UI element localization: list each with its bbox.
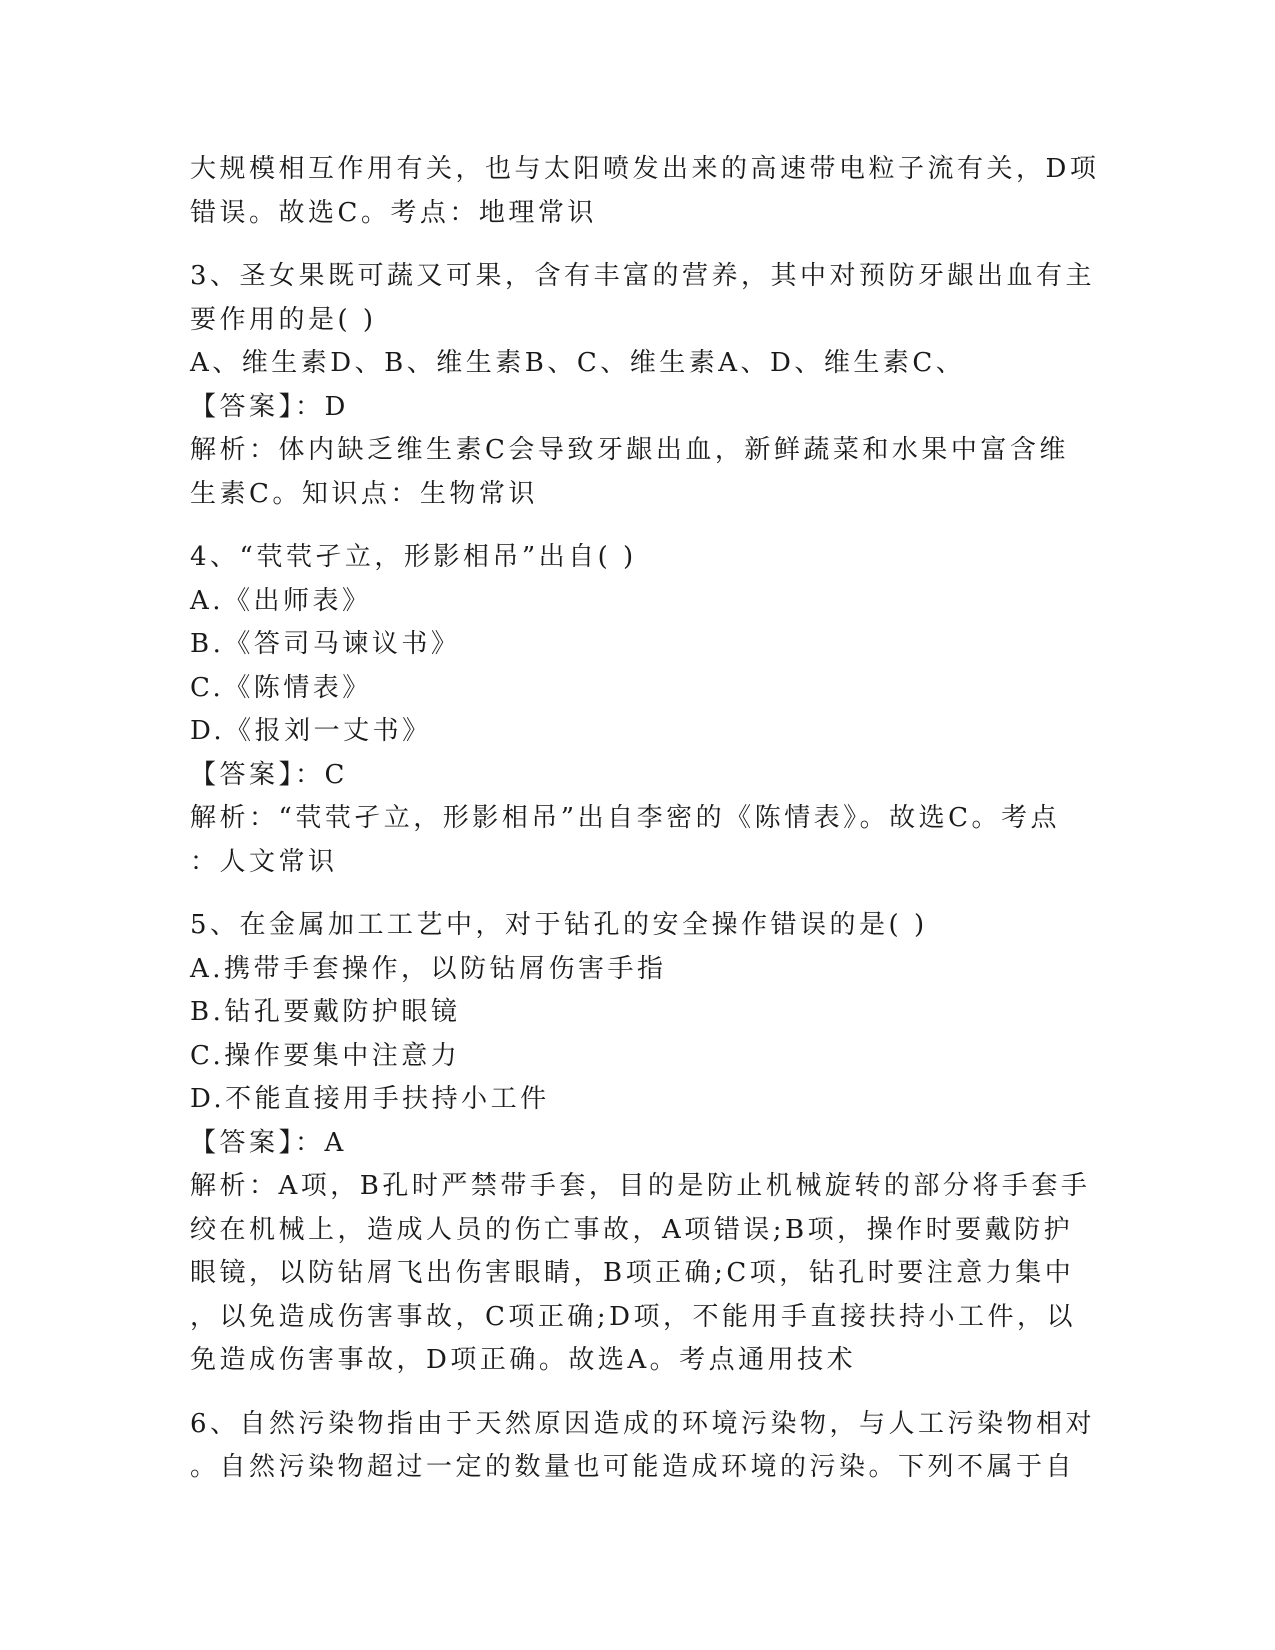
document-page <box>190 148 1100 1490</box>
question-4-stem: 4、“茕茕孑立，形影相吊”出自( ) <box>190 542 637 572</box>
question-4-option-a: A.《出师表》 <box>190 585 372 616</box>
question-3-explanation: 解析：体内缺乏维生素C会导致牙龈出血，新鲜蔬菜和水果中富含维 <box>190 435 1069 465</box>
question-5-option-c: C.操作要集中注意力 <box>190 1040 461 1071</box>
question-3-options: A、维生素D、B、维生素B、C、维生素A、D、维生素C、 <box>190 348 966 378</box>
question-5-stem: 5、在金属加工工艺中，对于钻孔的安全操作错误的是( ) <box>190 910 928 940</box>
question-5-explanation: 免造成伤害事故，D项正确。故选A。考点通用技术 <box>190 1345 857 1375</box>
question-5-explanation: 解析：A项，B孔时严禁带手套，目的是防止机械旋转的部分将手套手 <box>190 1171 1091 1201</box>
text-line: 错误。故选C。考点：地理常识 <box>190 197 597 228</box>
question-5-option-d: D.不能直接用手扶持小工件 <box>190 1084 550 1114</box>
paragraph-gap <box>190 516 1085 536</box>
question-4-explanation: 解析：“茕茕孑立，形影相吊”出自李密的《陈情表》。故选C。考点 <box>190 803 1060 833</box>
question-3-stem: 要作用的是( ) <box>190 304 377 335</box>
question-5-option-a: A.携带手套操作，以防钻屑伤害手指 <box>190 953 667 984</box>
paragraph-gap <box>190 1383 1085 1403</box>
question-5-explanation: 眼镜，以防钻屑飞出伤害眼睛，B项正确;C项，钻孔时要注意力集中 <box>190 1258 1075 1288</box>
question-5-explanation: 绞在机械上，造成人员的伤亡事故，A项错误;B项，操作时要戴防护 <box>190 1214 1074 1245</box>
question-5-answer: 【答案】：A <box>190 1127 347 1158</box>
question-4-option-c: C.《陈情表》 <box>190 672 372 703</box>
question-6-stem: 。自然污染物超过一定的数量也可能造成环境的污染。下列不属于自 <box>190 1452 1076 1482</box>
question-4-option-d: D.《报刘一丈书》 <box>190 716 432 746</box>
question-5-explanation: ，以免造成伤害事故，C项正确;D项，不能用手直接扶持小工件，以 <box>190 1301 1076 1332</box>
question-4-answer: 【答案】：C <box>190 759 348 790</box>
paragraph-gap <box>190 884 1085 904</box>
question-4-option-b: B.《答司马谏议书》 <box>190 629 461 659</box>
question-3-answer: 【答案】：D <box>190 391 349 422</box>
question-3-explanation: 生素C。知识点：生物常识 <box>190 478 538 509</box>
question-3-stem: 3、圣女果既可蔬又可果，含有丰富的营养，其中对预防牙龈出血有主 <box>190 261 1096 291</box>
question-5-option-b: B.钻孔要戴防护眼镜 <box>190 997 461 1027</box>
text-line: 大规模相互作用有关，也与太阳喷发出来的高速带电粒子流有关，D项 <box>190 154 1100 184</box>
paragraph-gap <box>190 235 1085 255</box>
question-6-stem: 6、自然污染物指由于天然原因造成的环境污染物，与人工污染物相对 <box>190 1408 1096 1439</box>
question-4-explanation: ：人文常识 <box>190 846 338 877</box>
